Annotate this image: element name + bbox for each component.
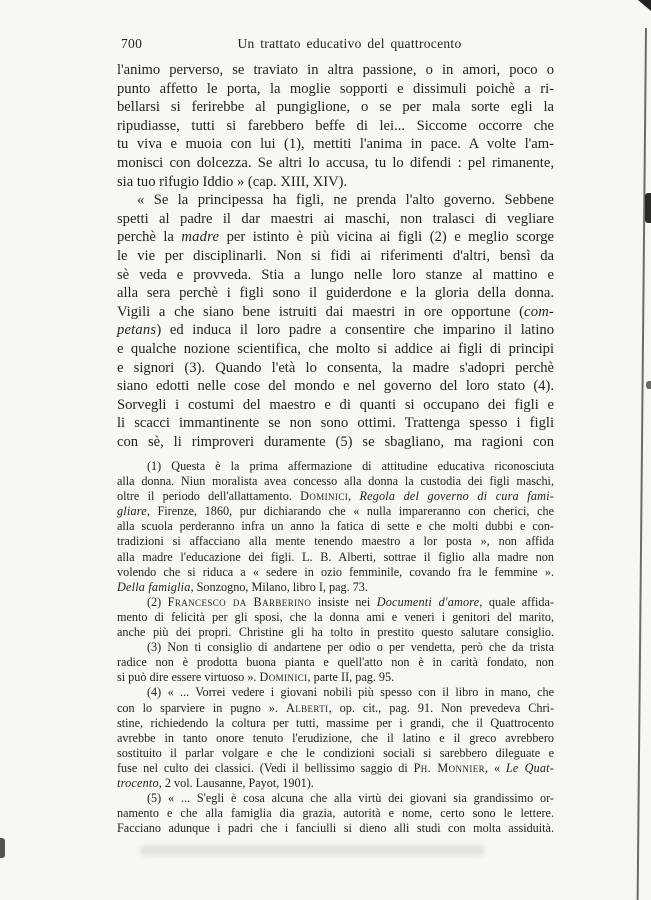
text-line: mento di felicità per gli sposi, che la donna ami e veneri i genitori del marito, [117, 609, 554, 624]
text-line: petans) ed induca il loro padre a consentire che imparino il latino [117, 322, 554, 339]
text-line: namento e che alla famiglia dia grazia, autorità e nome, certo sono le lettere. [117, 806, 554, 821]
text-line: Sorvegli i costumi del maestro e di quanti si occupano dei figli e [117, 396, 554, 413]
text-line: alla madre l'educazione dei figli. L. B. Alberti, sottrae il figlio alla madre non [117, 549, 554, 564]
text-line: e qualche nozione scientifica, che molto si addice ai figli di principi [117, 340, 554, 357]
text-line: oltre il periodo dell'allattamento. Dominici, Regola del governo di cura fami- [117, 489, 555, 504]
text-line: si può dire essere virtuoso ». Dominici, parte II, pag. 95. [117, 670, 395, 685]
text-line: con sè, li rimproveri duramente (5) se sbagliano, ma ragioni con [117, 433, 554, 450]
footnotes [117, 459, 554, 836]
text-line: sia tuo rifugio Iddio » (cap. XIII, XIV). [117, 173, 348, 190]
text-line: stine, richiedendo la coltura per tutti, massime per i grandi, che il Quattrocento [117, 715, 554, 730]
text-line: (5) « ... S'egli è cosa alcuna che alla virtù dei giovani sia grandissimo or- [147, 791, 554, 806]
text-line: Vigili a che siano bene istruiti dai maestri in ore opportune (com- [117, 303, 554, 320]
text-line: tu viva e muoia con lui (1), mettiti l'anima in pace. A volte l'am- [117, 136, 554, 153]
text-line: l'animo perverso, se traviato in altra passione, o in amori, poco o [117, 62, 554, 78]
text-line: avrebbe in tanto onore tenuto l'erudizione, che il latino e il greco avrebbero [117, 730, 554, 745]
text-line: monisci con dolcezza. Se altri lo accusa, tu lo difendi : pel rimanente, [117, 154, 554, 171]
text-line: li scacci immantinente se non sono ottimi. Trattenga spesso i figli [117, 415, 554, 432]
scan-corner-mark [638, 0, 651, 11]
text-line: bellarsi si ferirebbe al pungiglione, o se per mala sorte egli la [117, 99, 554, 116]
text-line: fuse nel culto dei classici. (Vedi il bellissimo saggio di Ph. Monnier, « Le Quat- [117, 760, 555, 775]
text-line: radice non è prodotta buona pianta e quell'atto non è in carità fondato, non [117, 655, 554, 670]
page-header [117, 36, 554, 54]
body-paragraph [117, 191, 554, 451]
text-line: (3) Non ti consiglio di andartene per odio o per vendetta, però che da trista [147, 640, 554, 655]
body-text [117, 61, 554, 451]
text-line: le vie per disciplinarli. Non si fidi ai riferimenti d'altri, bensì da [117, 247, 554, 264]
text-line: sè veda e provveda. Stia a lungo nelle loro stanze al mattino e [117, 266, 554, 283]
text-line: sostituito il parlar volgare e che le condizioni sociali si sarebbero dileguate e [117, 745, 554, 760]
footnote [117, 685, 554, 791]
footnote [117, 459, 554, 595]
page-number: 700 [121, 36, 143, 51]
scan-gutter-line [637, 28, 647, 900]
text-line: ripudiasse, tutti si farebbero beffe di lei... Siccome occorre che [117, 117, 554, 134]
text-line: Della famiglia, Sonzogno, Milano, libro I, pag. 73. [117, 579, 368, 594]
text-line: alla donna. Niun moralista avea concesso alla donna la custodia dei figli maschi, [117, 474, 554, 489]
scan-edge-mark [0, 838, 5, 858]
text-line: punto affetto le porta, la moglie sopporti e dissimuli poichè a ri- [117, 80, 554, 97]
text-line: alla sera perchè i figli sono il guiderdone e la gloria della donna. [117, 285, 554, 302]
text-line: siano edotti nelle cose del mondo e nel governo del loro stato (4). [117, 378, 554, 395]
text-line: (2) Francesco da Barberino insiste nei Documenti d'amore, quale affida- [147, 594, 554, 609]
text-line: con lo sparviere in pugno ». Alberti, op. cit., pag. 91. Non prevedeva Chri- [117, 700, 555, 715]
text-line: spetti al padre il dar maestri ai maschi, non tralasci di vegliare [117, 210, 554, 227]
text-line: « Se la principessa ha figli, ne prenda l'alto governo. Sebbene [137, 192, 554, 209]
running-title: Un trattato educativo del quattrocento [237, 36, 462, 51]
text-line: trocento, 2 vol. Lausanne, Payot, 1901). [117, 775, 314, 790]
body-paragraph [117, 61, 554, 191]
text-line: gliare, Firenze, 1860, pur dichiarando che « nulla impareranno con cherici, che [117, 504, 554, 519]
footnote [117, 640, 554, 685]
scan-edge-dot [646, 381, 651, 389]
text-line: (1) Questa è la prima affermazione di attitudine educativa riconosciuta [147, 459, 554, 473]
text-line: tradizioni si affacciano alla mente tenendo maestro a lor posta », non affida [117, 534, 554, 549]
footnote [117, 595, 554, 640]
text-line: alla scuola perderanno infra un anno la fatica di sette e che molti dubbi e con- [117, 519, 554, 534]
text-line: (4) « ... Vorrei vedere i giovani nobili più spesso con il libro in mano, che [147, 685, 554, 700]
text-line: e signori (3). Quando l'età lo consenta, la madre s'adopri perchè [117, 359, 554, 376]
text-line: anche più dei propri. Christine gli ha tolto in prestito questo salutare consiglio. [117, 625, 554, 640]
scan-edge-blob [645, 193, 651, 223]
footnote [117, 791, 554, 836]
text-line: Facciano adunque i padri che i fanciulli si dieno alli studi con molta assiduità. [117, 821, 554, 836]
scan-smudge [140, 845, 485, 856]
text-line: volendo che si riduca a « sedere in ozio femminile, covando fra le femmine ». [117, 564, 554, 579]
text-line: perchè la madre per istinto è più vicina ai figli (2) e meglio scorge [117, 229, 554, 246]
